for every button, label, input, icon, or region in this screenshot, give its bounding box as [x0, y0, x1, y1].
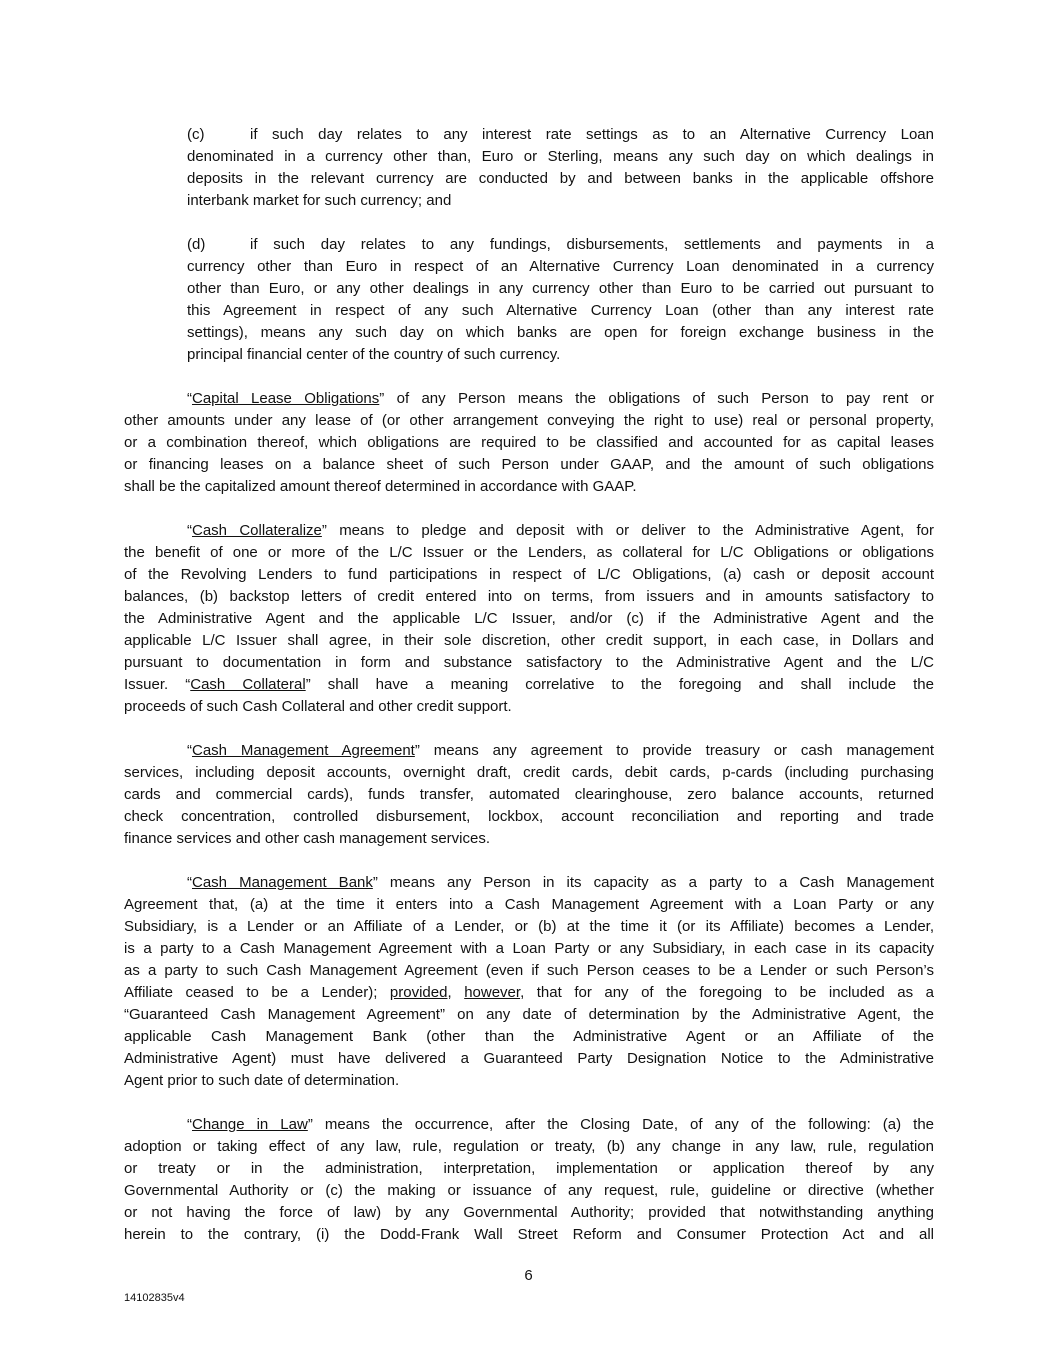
- text-segment: adoption or taking effect of any law, rule, regulation or treaty, (b) any change in any law, rule, regulation: [124, 1138, 934, 1155]
- text-line: [124, 960, 934, 982]
- text-segment: ” means the occurrence, after the Closing Date, of any of the following: (a) the: [307, 1116, 934, 1133]
- text-segment: denominated in a currency other than, Euro or Sterling, means any such day on which dealings in: [187, 148, 934, 165]
- text-line: [124, 982, 934, 1004]
- text-segment: deposits in the relevant currency are conducted by and between banks in the applicable offshore: [187, 170, 934, 187]
- text-segment: “: [187, 522, 192, 539]
- text-segment: or financing leases on a balance sheet of such Person under GAAP, and the amount of such obligations: [124, 456, 934, 473]
- text-line: [124, 938, 934, 960]
- sub-clause: [124, 234, 934, 366]
- text-line: [187, 190, 934, 212]
- text-line: [187, 168, 934, 190]
- text-segment: pursuant to documentation in form and substance satisfactory to the Administrative Agent and the L/C: [124, 654, 934, 671]
- text-segment: if such day relates to any fundings, disbursements, settlements and payments in a: [250, 236, 934, 253]
- sub-clause: [124, 124, 934, 212]
- document-id: 14102835v4: [124, 1292, 185, 1304]
- text-line: [124, 674, 934, 696]
- text-segment: “: [187, 390, 192, 407]
- text-segment: ” means to pledge and deposit with or deliver to the Administrative Agent, for: [321, 522, 934, 539]
- text-segment: herein to the contrary, (i) the Dodd-Frank Wall Street Reform and Consumer Protection Act and all: [124, 1226, 934, 1243]
- text-segment: “: [187, 742, 192, 759]
- text-line: [187, 300, 934, 322]
- text-segment: principal financial center of the country of such currency.: [187, 346, 561, 363]
- text-segment: ” means any Person in its capacity as a party to a Cash Management: [372, 874, 934, 891]
- text-line: [124, 564, 934, 586]
- document-body: [124, 124, 934, 1268]
- text-line: [124, 454, 934, 476]
- text-segment: Governmental Authority or (c) the making or issuance of any request, rule, guideline or directive (whether: [124, 1182, 934, 1199]
- text-line: [124, 1224, 934, 1246]
- text-line: [124, 652, 934, 674]
- text-line: [124, 696, 934, 718]
- clause-label: (d): [187, 236, 206, 253]
- text-segment: finance services and other cash management services.: [124, 830, 491, 847]
- text-segment: other than Euro, or any other dealings in any currency other than Euro to be carried out pursuant to: [187, 280, 934, 297]
- text-line: [124, 806, 934, 828]
- text-line: [124, 608, 934, 630]
- definition-paragraph: [124, 520, 934, 718]
- text-line: [187, 146, 934, 168]
- defined-term: provided: [389, 984, 448, 1001]
- text-segment: Issuer. “: [124, 676, 191, 693]
- text-segment: balances, (b) backstop letters of credit entered into on terms, from issuers and in amounts satisfactory to: [124, 588, 934, 605]
- text-segment: cards and commercial cards), funds transfer, automated clearinghouse, zero balance accounts, returned: [124, 786, 934, 803]
- text-segment: ” means any agreement to provide treasury or cash management: [414, 742, 934, 759]
- text-segment: interbank market for such currency; and: [187, 192, 452, 209]
- text-segment: the benefit of one or more of the L/C Issuer or the Lenders, as collateral for L/C Obligations or obligations: [124, 544, 934, 561]
- text-segment: Affiliate ceased to be a Lender);: [124, 984, 390, 1001]
- text-line: [187, 344, 934, 366]
- clause-label: (c): [187, 126, 205, 143]
- text-line: [187, 124, 934, 146]
- defined-term: Change in Law: [192, 1116, 308, 1133]
- text-line: [124, 630, 934, 652]
- text-segment: other amounts under any lease of (or other arrangement conveying the right to use) real or personal property,: [124, 412, 934, 429]
- text-line: [124, 388, 934, 410]
- text-segment: settings), means any such day on which banks are open for foreign exchange business in the: [187, 324, 934, 341]
- text-segment: as a party to such Cash Management Agreement (even if such Person ceases to be a Lender or such Person’s: [124, 962, 934, 979]
- defined-term: Capital Lease Obligations: [192, 390, 380, 407]
- definition-paragraph: [124, 872, 934, 1092]
- definition-paragraph: [124, 1114, 934, 1246]
- text-line: [124, 586, 934, 608]
- text-segment: , that for any of the foregoing to be included as a: [520, 984, 934, 1001]
- text-segment: Administrative Agent) must have delivered a Guaranteed Party Designation Notice to the Administrative: [124, 1050, 934, 1067]
- defined-term: Cash Collateral: [190, 676, 306, 693]
- text-segment: applicable L/C Issuer shall agree, in their sole discretion, other credit support, in each case, in Dollars and: [124, 632, 934, 649]
- text-line: [124, 520, 934, 542]
- defined-term: Cash Collateralize: [192, 522, 322, 539]
- text-segment: ,: [447, 984, 465, 1001]
- page-number: 6: [524, 1267, 533, 1284]
- text-line: [124, 410, 934, 432]
- text-line: [124, 1026, 934, 1048]
- text-line: [124, 1070, 934, 1092]
- defined-term: however: [464, 984, 521, 1001]
- text-segment: ” shall have a meaning correlative to the foregoing and shall include the: [305, 676, 934, 693]
- text-line: [124, 476, 934, 498]
- text-segment: services, including deposit accounts, overnight draft, credit cards, debit cards, p-cards (including purchasing: [124, 764, 934, 781]
- text-line: [124, 894, 934, 916]
- text-line: [124, 1202, 934, 1224]
- definition-paragraph: [124, 740, 934, 850]
- text-segment: Agent prior to such date of determination.: [124, 1072, 400, 1089]
- text-segment: is a party to a Cash Management Agreement with a Loan Party or any Subsidiary, in each case in its capacity: [124, 940, 934, 957]
- text-line: [187, 322, 934, 344]
- text-segment: “: [187, 1116, 192, 1133]
- text-line: [124, 740, 934, 762]
- text-line: [124, 432, 934, 454]
- text-segment: this Agreement in respect of any such Alternative Currency Loan (other than any interest rate: [187, 302, 934, 319]
- text-segment: currency other than Euro in respect of an Alternative Currency Loan denominated in a currency: [187, 258, 934, 275]
- text-segment: shall be the capitalized amount thereof determined in accordance with GAAP.: [124, 478, 637, 495]
- text-line: [124, 1158, 934, 1180]
- text-segment: Subsidiary, is a Lender or an Affiliate of a Lender, or (b) at the time it (or its Affiliate) becomes a Lender,: [124, 918, 934, 935]
- text-segment: or a combination thereof, which obligations are required to be classified and accounted for as capital leases: [124, 434, 934, 451]
- definition-paragraph: [124, 388, 934, 498]
- text-segment: “Guaranteed Cash Management Agreement” on any date of determination by the Administrative Agent, the: [124, 1006, 934, 1023]
- defined-term: Cash Management Bank: [192, 874, 373, 891]
- text-line: [187, 256, 934, 278]
- text-line: [187, 278, 934, 300]
- text-line: [124, 1048, 934, 1070]
- text-line: [124, 1004, 934, 1026]
- text-line: [124, 1180, 934, 1202]
- text-segment: or not having the force of law) by any Governmental Authority; provided that notwithstanding anything: [124, 1204, 934, 1221]
- text-segment: the Administrative Agent and the applicable L/C Issuer, and/or (c) if the Administrative Agent and the: [124, 610, 934, 627]
- text-segment: of the Revolving Lenders to fund participations in respect of L/C Obligations, (a) cash or deposit account: [124, 566, 934, 583]
- defined-term: Cash Management Agreement: [192, 742, 415, 759]
- text-segment: proceeds of such Cash Collateral and other credit support.: [124, 698, 512, 715]
- text-line: [124, 1136, 934, 1158]
- text-line: [124, 542, 934, 564]
- text-segment: Agreement that, (a) at the time it enters into a Cash Management Agreement with a Loan Party or any: [124, 896, 934, 913]
- text-segment: “: [187, 874, 192, 891]
- text-segment: applicable Cash Management Bank (other than the Administrative Agent or an Affiliate of the: [124, 1028, 934, 1045]
- text-line: [124, 828, 934, 850]
- text-line: [124, 762, 934, 784]
- text-line: [124, 1114, 934, 1136]
- text-line: [124, 784, 934, 806]
- text-line: [187, 234, 934, 256]
- text-line: [124, 872, 934, 894]
- text-segment: if such day relates to any interest rate settings as to an Alternative Currency Loan: [250, 126, 934, 143]
- text-segment: or treaty or in the administration, interpretation, implementation or application thereof by any: [124, 1160, 934, 1177]
- text-segment: ” of any Person means the obligations of such Person to pay rent or: [379, 390, 934, 407]
- text-segment: check concentration, controlled disbursement, lockbox, account reconciliation and reporting and trade: [124, 808, 934, 825]
- text-line: [124, 916, 934, 938]
